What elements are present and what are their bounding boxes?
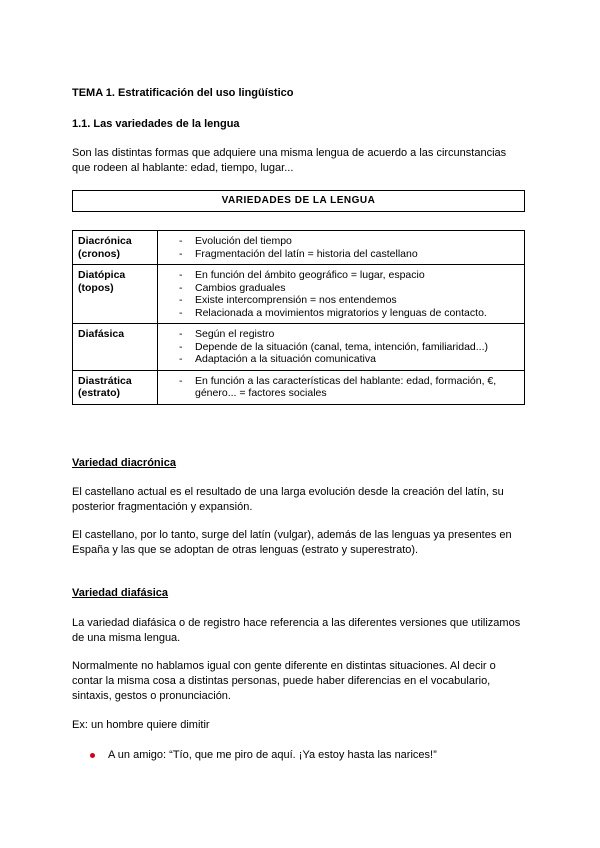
document-title: TEMA 1. Estratificación del uso lingüístico	[72, 87, 294, 99]
example-line: Ex: un hombre quiere dimitir	[72, 719, 210, 731]
varieties-table	[72, 230, 525, 405]
varieties-banner: VARIEDADES DE LA LENGUA	[72, 190, 525, 212]
list-item: - Cambios graduales	[179, 282, 519, 295]
variety-name: Diastrática (estrato)	[73, 370, 158, 404]
variety-features-list	[163, 269, 519, 319]
intro-line: Son las distintas formas que adquiere una misma lengua de acuerdo a las circunstancias	[72, 147, 507, 159]
list-item-text: A un amigo: “Tío, que me piro de aquí. ¡Ya estoy hasta las narices!”	[108, 749, 437, 761]
diafasica-paragraph-2	[72, 659, 532, 704]
intro-line: que rodeen al hablante: edad, tiempo, lugar...	[72, 162, 294, 174]
list-item: - Relacionada a movimientos migratorios y lenguas de contacto.	[179, 307, 519, 320]
variety-name: Diafásica	[73, 324, 158, 371]
table-row	[73, 231, 525, 265]
table-row	[73, 324, 525, 371]
paragraph-line: La variedad diafásica o de registro hace referencia a las diferentes versiones que utilizamos	[72, 617, 521, 629]
paragraph-line: El castellano, por lo tanto, surge del latín (vulgar), además de las lenguas ya presentes en	[72, 529, 512, 541]
list-item	[90, 748, 437, 763]
variety-description	[158, 231, 525, 265]
variety-features-list	[163, 328, 519, 366]
list-item: - En función a las características del hablante: edad, formación, €, género... = factores sociales	[179, 375, 519, 400]
example-list	[90, 748, 437, 763]
intro-paragraph	[72, 146, 532, 176]
diacronica-paragraph-2	[72, 528, 532, 558]
bullet-dot-icon	[90, 753, 95, 758]
variety-description	[158, 265, 525, 324]
list-item: - Según el registro	[179, 328, 519, 341]
variety-features-list	[163, 375, 519, 400]
diafasica-paragraph-1	[72, 616, 532, 646]
paragraph-line: posterior fragmentación y expansión.	[72, 501, 253, 513]
paragraph-line: España y las que se adoptan de otras lenguas (estrato y superestrato).	[72, 544, 419, 556]
list-item: - Adaptación a la situación comunicativa	[179, 353, 519, 366]
paragraph-line: contar la misma cosa a distintas personas, puede haber diferencias en el vocabulario,	[72, 675, 491, 687]
paragraph-line: Normalmente no hablamos igual con gente diferente en distintas situaciones. Al decir o	[72, 660, 496, 672]
variety-features-list	[163, 235, 519, 260]
variety-description	[158, 370, 525, 404]
list-item: - Evolución del tiempo	[179, 235, 519, 248]
paragraph-line: El castellano actual es el resultado de una larga evolución desde la creación del latín, su	[72, 486, 504, 498]
variety-name: Diatópica (topos)	[73, 265, 158, 324]
variety-name: Diacrónica (cronos)	[73, 231, 158, 265]
table-row	[73, 265, 525, 324]
list-item: - Existe intercomprensión = nos entendemos	[179, 294, 519, 307]
paragraph-line: de una misma lengua.	[72, 632, 181, 644]
list-item: - Depende de la situación (canal, tema, intención, familiaridad...)	[179, 341, 519, 354]
diacronica-heading: Variedad diacrónica	[72, 457, 176, 469]
variety-description	[158, 324, 525, 371]
list-item: - En función del ámbito geográfico = lugar, espacio	[179, 269, 519, 282]
table-row	[73, 370, 525, 404]
section-heading-1-1: 1.1. Las variedades de la lengua	[72, 118, 240, 130]
diafasica-heading: Variedad diafásica	[72, 587, 168, 599]
paragraph-line: sintaxis, gestos o pronunciación.	[72, 690, 231, 702]
list-item: - Fragmentación del latín = historia del castellano	[179, 248, 519, 261]
diacronica-paragraph-1	[72, 485, 532, 515]
